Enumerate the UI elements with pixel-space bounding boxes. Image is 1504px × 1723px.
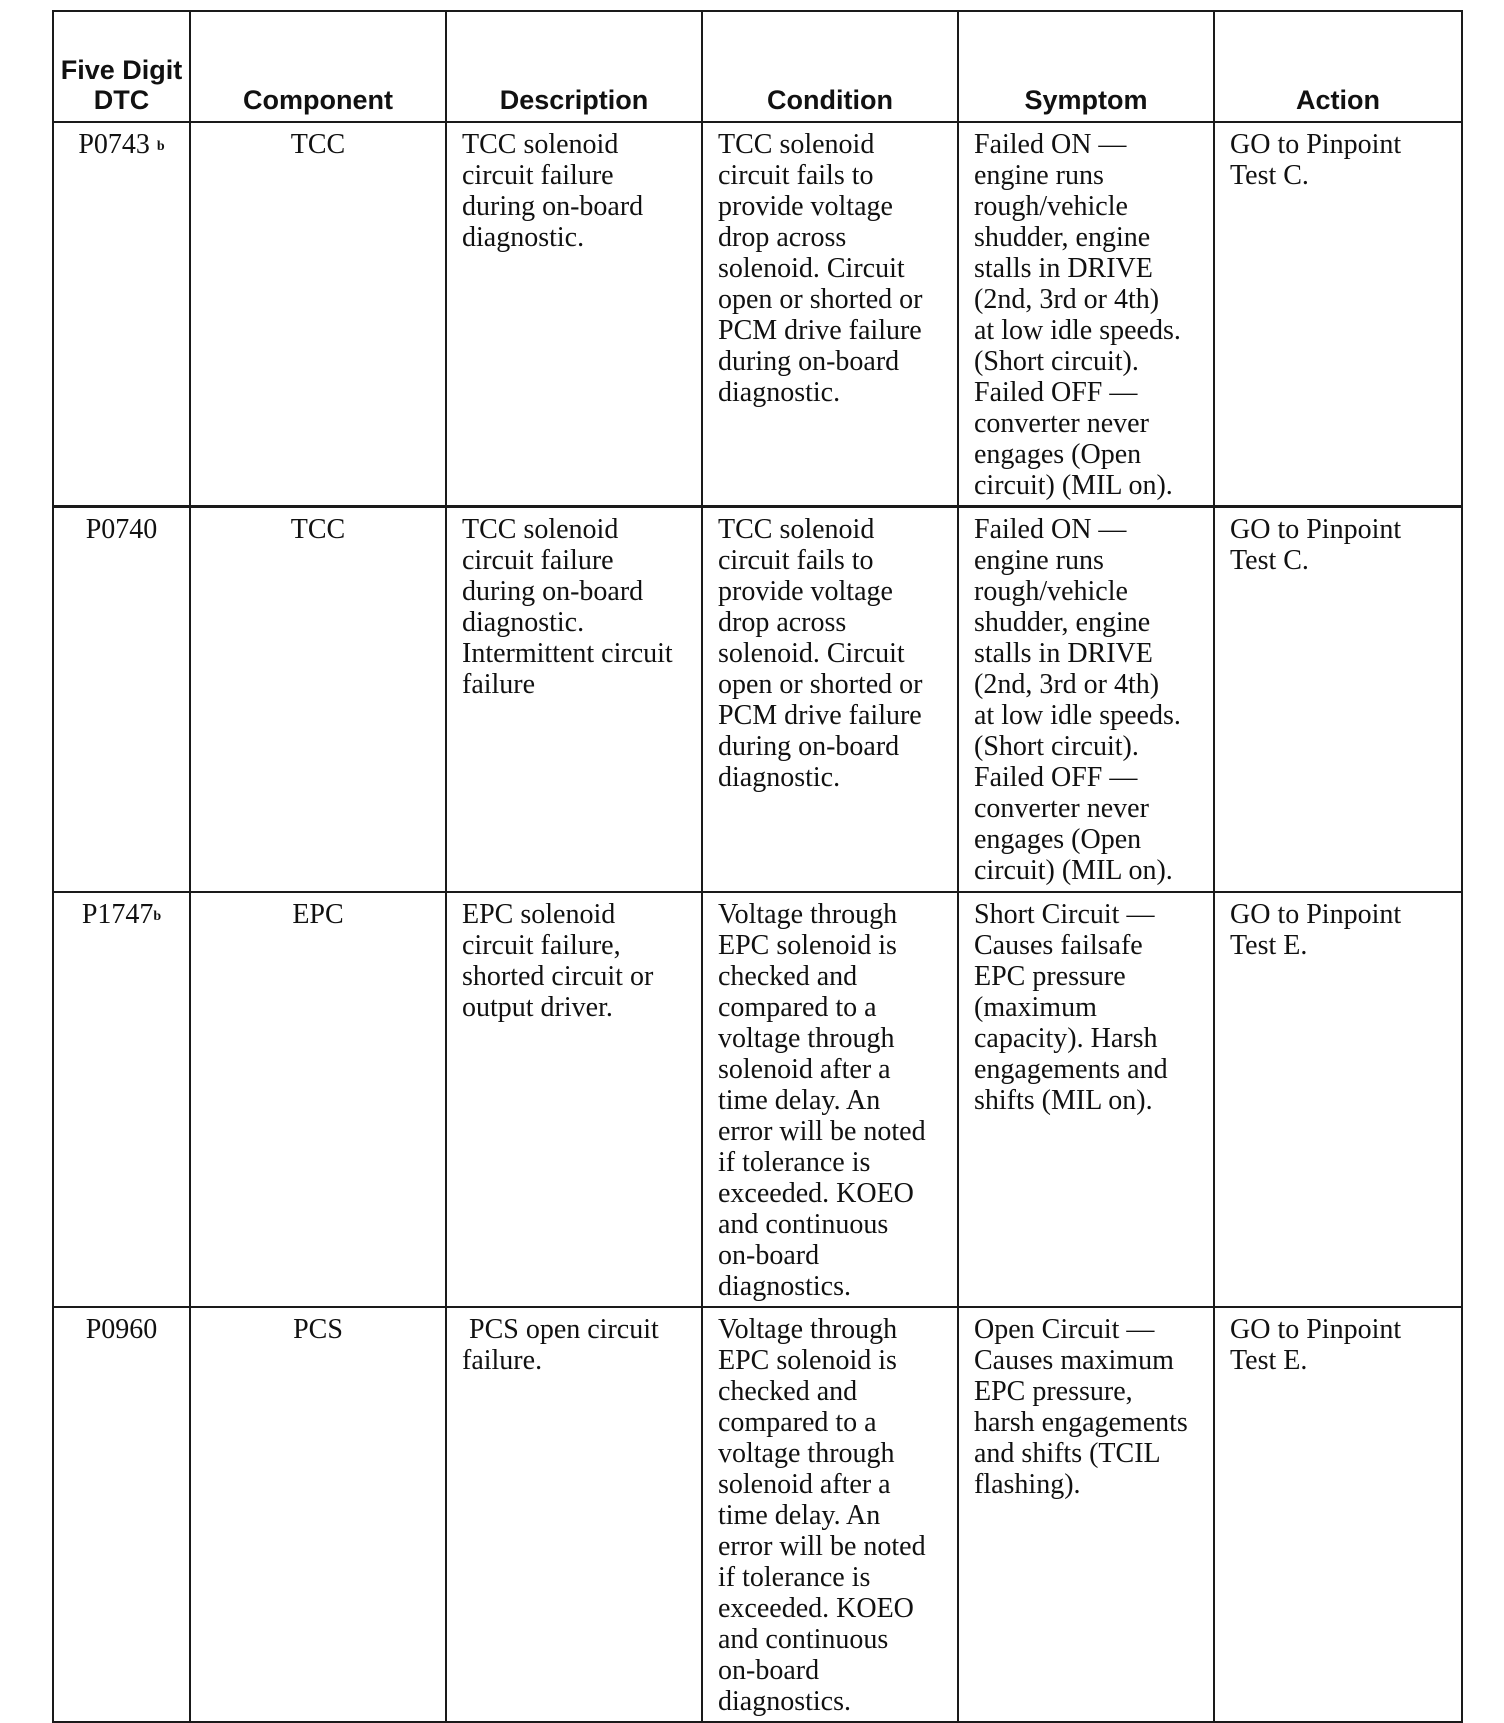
- dtc-code-cell: [53, 122, 190, 507]
- description-cell: TCC solenoid circuit failure during on-board diagnostic. Intermittent circuit failure: [446, 507, 702, 893]
- description-cell: PCS open circuit failure.: [446, 1307, 702, 1722]
- dtc-code: P0740: [85, 514, 158, 545]
- table-header: [53, 11, 1462, 122]
- header-symptom: Symptom: [958, 11, 1214, 122]
- component-cell: PCS: [190, 1307, 446, 1722]
- symptom-cell: Open Circuit — Causes maximum EPC pressure, harsh engagements and shifts (TCIL flashing).: [958, 1307, 1214, 1722]
- description-cell: TCC solenoid circuit failure during on-board diagnostic.: [446, 122, 702, 507]
- dtc-footnote-mark: b: [153, 909, 162, 924]
- table-row: [53, 507, 1462, 893]
- symptom-cell: Failed ON — engine runs rough/vehicle shudder, engine stalls in DRIVE (2nd, 3rd or 4th) at low idle speeds. (Short circuit). Failed OFF — converter never engages (Open circuit) (MIL on).: [958, 507, 1214, 893]
- table-body: [53, 122, 1462, 1722]
- dtc-table: [52, 10, 1463, 1723]
- condition-cell: TCC solenoid circuit fails to provide voltage drop across solenoid. Circuit open or shorted or PCM drive failure during on-board diagnostic.: [702, 507, 958, 893]
- header-condition: Condition: [702, 11, 958, 122]
- action-cell: GO to Pinpoint Test C.: [1214, 122, 1462, 507]
- dtc-code: P0960: [85, 1314, 158, 1345]
- table-row: [53, 1307, 1462, 1722]
- dtc-code-cell: [53, 507, 190, 893]
- action-cell: GO to Pinpoint Test C.: [1214, 507, 1462, 893]
- header-dtc: Five Digit DTC: [53, 11, 190, 122]
- header-component: Component: [190, 11, 446, 122]
- dtc-code: P0743: [78, 129, 150, 160]
- condition-cell: TCC solenoid circuit fails to provide voltage drop across solenoid. Circuit open or shorted or PCM drive failure during on-board diagnostic.: [702, 122, 958, 507]
- table-row: [53, 892, 1462, 1307]
- dtc-code-cell: [53, 1307, 190, 1722]
- header-row: [53, 11, 1462, 122]
- table-row: [53, 122, 1462, 507]
- action-cell: GO to Pinpoint Test E.: [1214, 1307, 1462, 1722]
- symptom-cell: Short Circuit — Causes failsafe EPC pressure (maximum capacity). Harsh engagements and shifts (MIL on).: [958, 892, 1214, 1307]
- dtc-code-cell: [53, 892, 190, 1307]
- component-cell: TCC: [190, 122, 446, 507]
- condition-cell: Voltage through EPC solenoid is checked and compared to a voltage through solenoid after a time delay. An error will be noted if tolerance is exceeded. KOEO and continuous on-board diagnostics.: [702, 892, 958, 1307]
- dtc-footnote-mark: b: [156, 139, 165, 154]
- dtc-table-sheet: [52, 10, 1463, 1723]
- description-cell: EPC solenoid circuit failure, shorted circuit or output driver.: [446, 892, 702, 1307]
- condition-cell: Voltage through EPC solenoid is checked and compared to a voltage through solenoid after a time delay. An error will be noted if tolerance is exceeded. KOEO and continuous on-board diagnostics.: [702, 1307, 958, 1722]
- symptom-cell: Failed ON — engine runs rough/vehicle shudder, engine stalls in DRIVE (2nd, 3rd or 4th) at low idle speeds. (Short circuit). Failed OFF — converter never engages (Open circuit) (MIL on).: [958, 122, 1214, 507]
- component-cell: EPC: [190, 892, 446, 1307]
- dtc-code: P1747: [81, 899, 154, 930]
- component-cell: TCC: [190, 507, 446, 893]
- header-action: Action: [1214, 11, 1462, 122]
- header-description: Description: [446, 11, 702, 122]
- action-cell: GO to Pinpoint Test E.: [1214, 892, 1462, 1307]
